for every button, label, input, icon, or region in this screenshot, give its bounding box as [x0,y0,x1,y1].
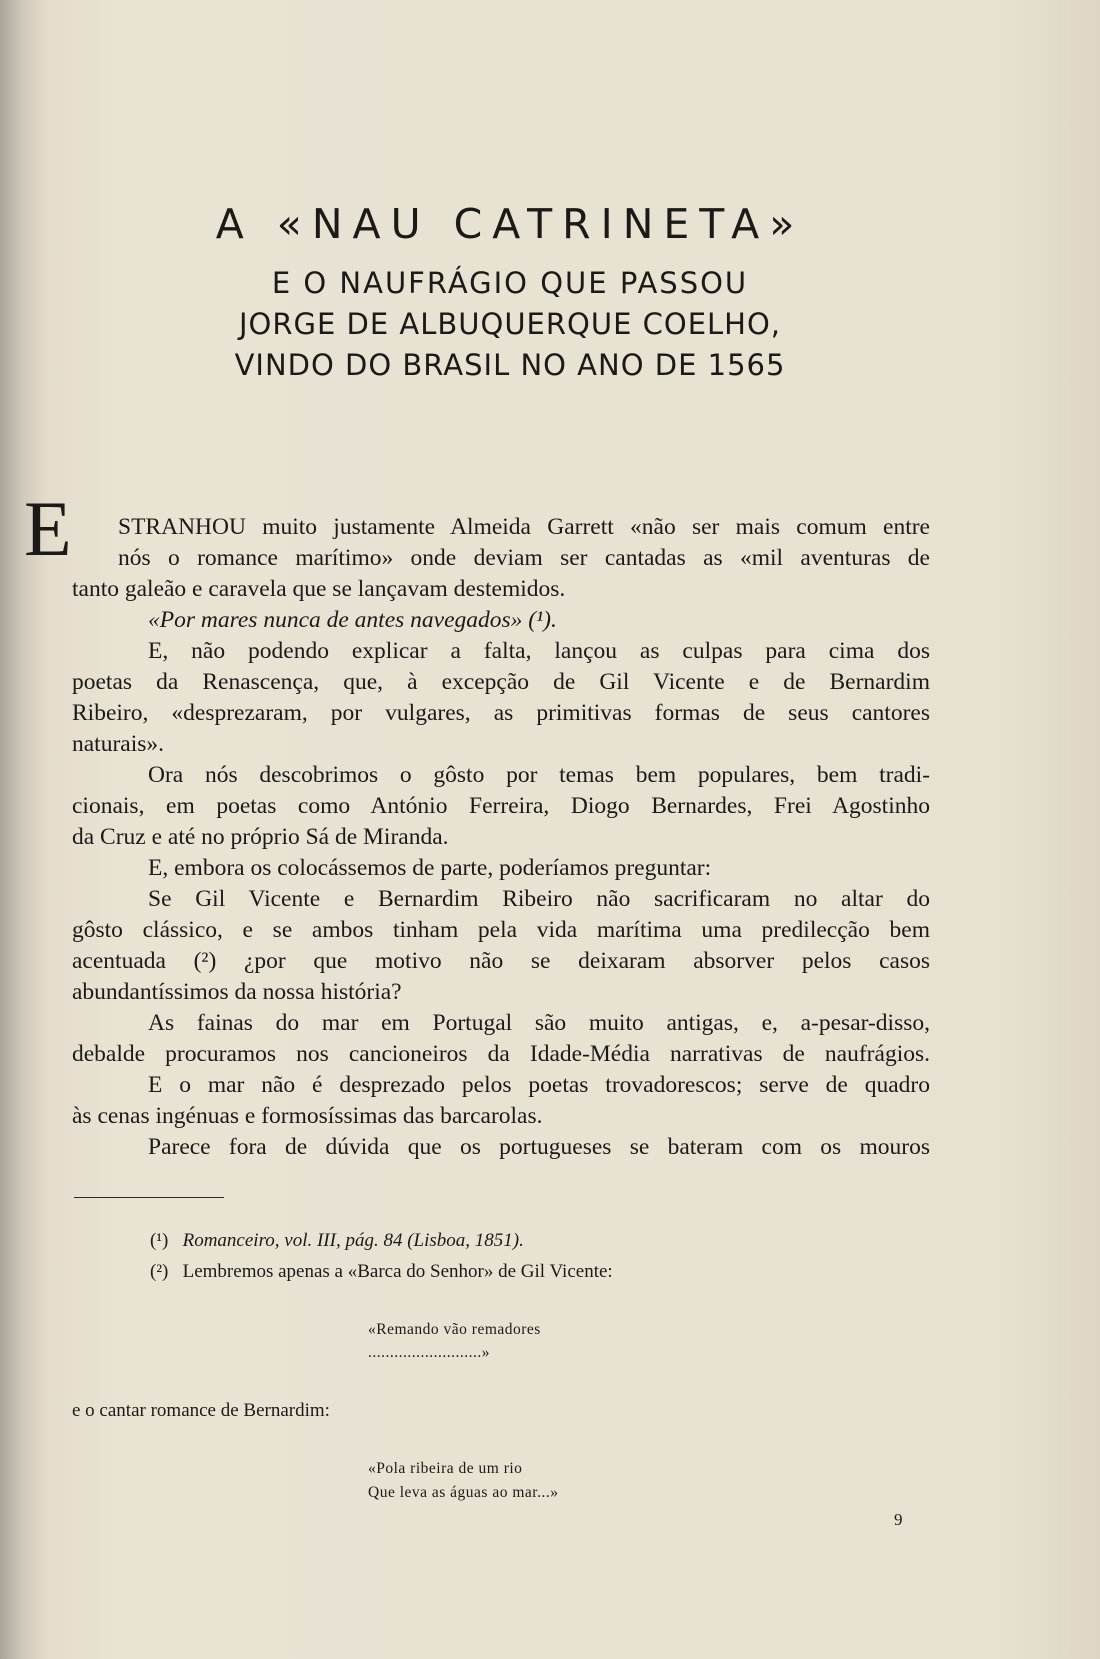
drop-cap: E [24,485,72,572]
body-line: E, não podendo explicar a falta, lançou as culpas para cima dos [148,638,930,664]
footnote-continuation: e o cantar romance de Bernardim: [72,1400,330,1421]
body-line: Ribeiro, «desprezaram, por vulgares, as primitivas formas de seus cantores [72,700,930,726]
body-line: acentuada (²) ¿por que motivo não se deixaram absorver pelos casos [72,948,930,974]
footnote-1 [150,1230,524,1252]
verse-1-line-1: «Remando vão remadores [368,1321,541,1338]
subtitle-line-3: VINDO DO BRASIL NO ANO DE 1565 [234,348,786,382]
verse-2-line-2: Que leva as águas ao mar...» [368,1484,559,1501]
body-line: poetas da Renascença, que, à excepção de Gil Vicente e de Bernardim [72,669,930,695]
body-line: STRANHOU muito justamente Almeida Garrett «não ser mais comum entre [118,514,930,540]
subtitle-line-2: JORGE DE ALBUQUERQUE COELHO, [238,307,782,341]
body-line: da Cruz e até no próprio Sá de Miranda. [72,824,449,850]
footnote-rule [74,1197,224,1198]
body-line: debalde procuramos nos cancioneiros da Idade-Média narrativas de naufrágios. [72,1041,930,1067]
body-line: As fainas do mar em Portugal são muito antigas, e, a-pesar-disso, [148,1010,930,1036]
body-line: Se Gil Vicente e Bernardim Ribeiro não sacrificaram no altar do [148,886,930,912]
page-number: 9 [894,1510,903,1529]
body-line-quote: «Por mares nunca de antes navegados» (¹). [148,607,557,633]
body-line: Ora nós descobrimos o gôsto por temas bem populares, bem tradi- [148,762,930,788]
body-line: tanto galeão e caravela que se lançavam destemidos. [72,576,566,602]
body-line: abundantíssimos da nossa história? [72,979,402,1005]
verse-1-line-2: ..........................» [368,1344,490,1361]
footnote-2 [150,1261,613,1283]
body-line: E, embora os colocássemos de parte, poderíamos preguntar: [148,855,712,881]
body-line: E o mar não é desprezado pelos poetas trovadorescos; serve de quadro [148,1072,930,1098]
footnote-2-mark: (²) [150,1261,169,1282]
subtitle-line-1: E O NAUFRÁGIO QUE PASSOU [271,266,749,300]
page-title: A «NAU CATRINETA» [215,200,805,248]
body-line: gôsto clássico, e se ambos tinham pela vida marítima uma predilecção bem [72,917,930,943]
footnote-1-text: Romanceiro, vol. III, pág. 84 (Lisboa, 1851). [182,1230,524,1251]
body-line: Parece fora de dúvida que os portugueses se bateram com os mouros [148,1134,930,1160]
verse-2-line-1: «Pola ribeira de um rio [368,1460,523,1477]
footnote-1-mark: (¹) [150,1230,169,1251]
footnote-2-text: Lembremos apenas a «Barca do Senhor» de Gil Vicente: [182,1261,613,1282]
body-line: naturais». [72,731,165,757]
body-line: às cenas ingénuas e formosíssimas das barcarolas. [72,1103,543,1129]
body-line: nós o romance marítimo» onde deviam ser cantadas as «mil aventuras de [118,545,930,571]
body-line: cionais, em poetas como António Ferreira, Diogo Bernardes, Frei Agostinho [72,793,930,819]
